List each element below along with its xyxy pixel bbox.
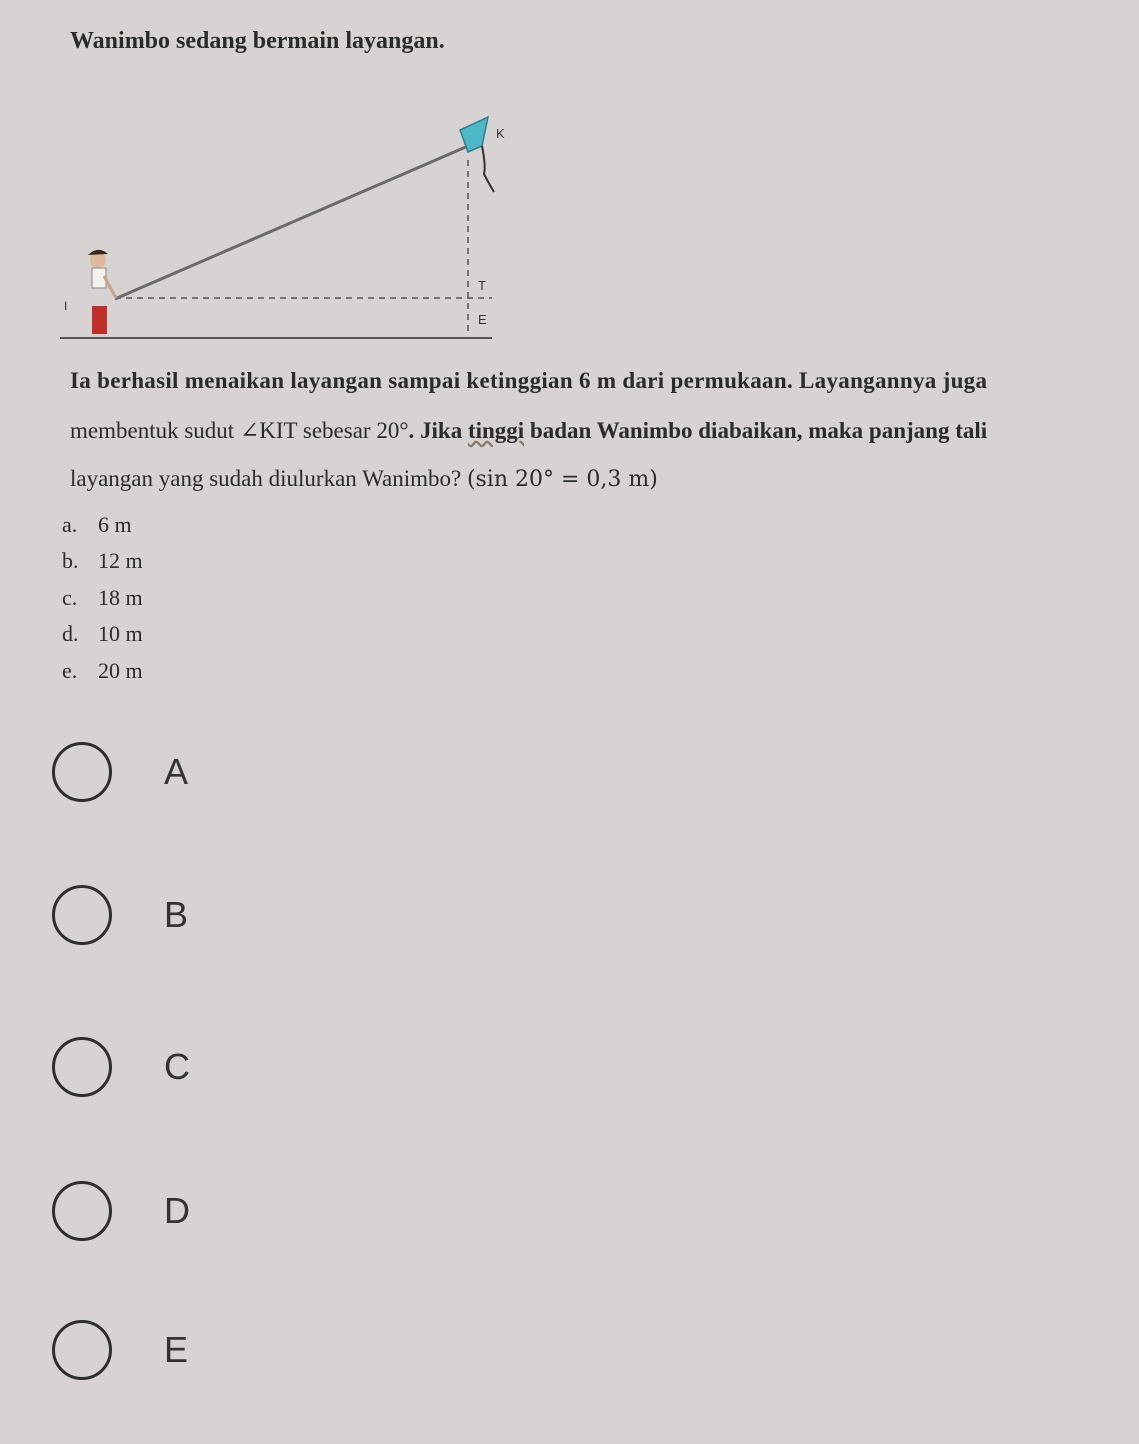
option-d <box>62 621 143 647</box>
answer-label: C <box>164 1046 190 1087</box>
label-e: E <box>478 312 487 327</box>
question-text: layangan yang sudah diulurkan Wanimbo? <box>70 466 467 491</box>
radio-button-a[interactable] <box>52 742 112 802</box>
question-text: . Jika <box>408 418 468 443</box>
option-text: 18 m <box>98 585 143 610</box>
answer-choice-c[interactable] <box>52 1027 612 1107</box>
answer-choice-a[interactable] <box>52 732 612 812</box>
option-letter: b. <box>62 548 79 573</box>
answer-label: D <box>164 1190 190 1231</box>
kite-tail <box>482 146 494 192</box>
option-c <box>62 585 143 611</box>
question-intro: Wanimbo sedang bermain layangan. <box>70 28 445 54</box>
answer-choice-e[interactable] <box>52 1310 612 1390</box>
question-text: membentuk sudut <box>70 418 240 443</box>
person-icon <box>88 250 116 334</box>
kite-string <box>115 146 468 299</box>
label-k: K <box>496 126 505 141</box>
angle-value: 20° <box>376 418 409 443</box>
angle-kit: ∠KIT <box>239 418 298 443</box>
option-text: 10 m <box>98 621 143 646</box>
highlighted-word: tinggi <box>467 418 525 443</box>
question-line-3 <box>70 466 658 492</box>
radio-button-b[interactable] <box>52 885 112 945</box>
answer-label: A <box>164 751 189 792</box>
option-letter: a. <box>62 512 78 537</box>
option-letter: e. <box>62 658 78 683</box>
option-text: 6 m <box>98 512 132 537</box>
radio-button-d[interactable] <box>52 1181 112 1241</box>
option-a <box>62 512 132 538</box>
question-text: badan Wanimbo diabaikan, maka panjang tali <box>524 418 988 443</box>
question-text: sebesar <box>297 418 377 443</box>
option-e <box>62 658 143 684</box>
label-t: T <box>478 278 486 293</box>
answer-label: E <box>164 1329 189 1370</box>
answer-choice-b[interactable] <box>52 875 612 955</box>
formula-hint: (sin 20° = 0,3 m) <box>466 467 658 492</box>
kite-diagram <box>40 100 560 360</box>
answer-choice-d[interactable] <box>52 1171 612 1251</box>
option-text: 20 m <box>98 658 143 683</box>
question-line-2 <box>70 418 987 444</box>
answer-label: B <box>164 894 189 935</box>
option-b <box>62 548 143 574</box>
question-line-1: Ia berhasil menaikan layangan sampai ketinggian 6 m dari permukaan. Layangannya juga <box>70 368 988 393</box>
option-text: 12 m <box>98 548 143 573</box>
radio-button-e[interactable] <box>52 1320 112 1380</box>
option-letter: d. <box>62 621 79 646</box>
option-letter: c. <box>62 585 78 610</box>
radio-button-c[interactable] <box>52 1037 112 1097</box>
label-i: I <box>64 299 68 313</box>
